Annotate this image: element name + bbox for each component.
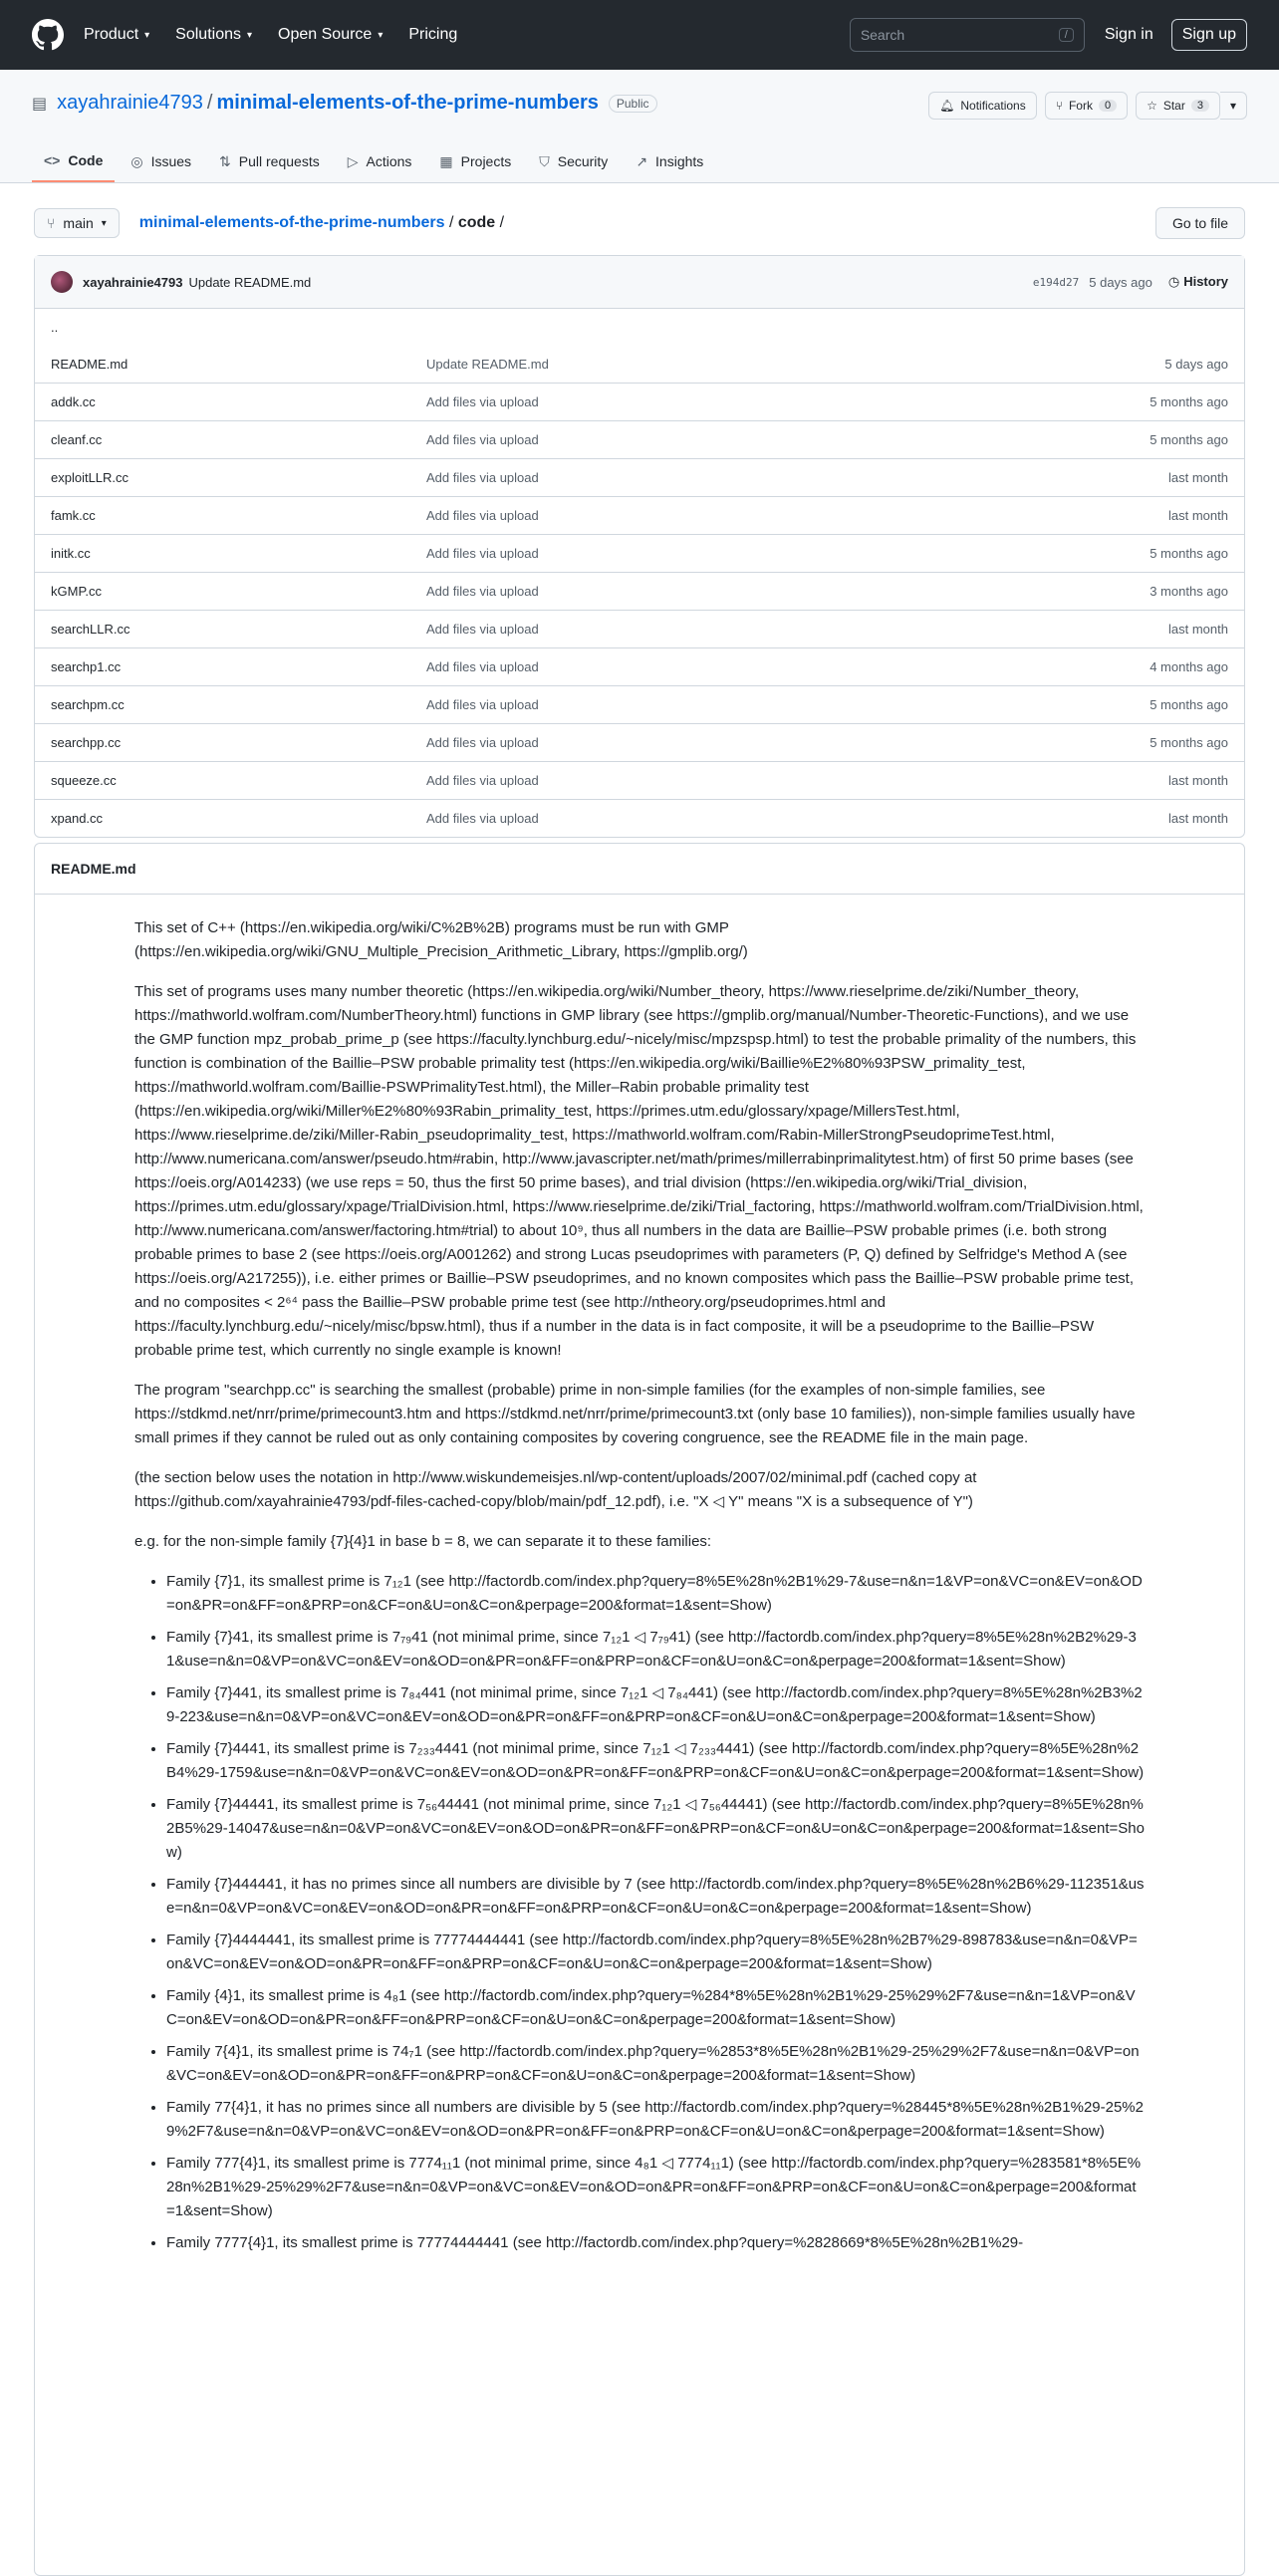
family-list-item: • Family {7}441, its smallest prime is 7₈₄441 (not minimal prime, since 7₁₂1 ◁ 7₈₄441) (see http://factordb.com/index.php?query=8%5E%28n%2B3%29-223&use=n&n=0&VP=on&VC=on&EV=on&OD=on&PR=on&FF=on&PRP=on&CF=on&U=on&C=on&perpage=200&format=1&sent=Show) <box>166 1681 1145 1729</box>
chevron-down-icon: ▾ <box>1229 99 1236 113</box>
nav-solutions[interactable] <box>175 26 252 44</box>
family-list-item: • Family {7}4441, its smallest prime is 7₂₃₃4441 (not minimal prime, since 7₁₂1 ◁ 7₂₃₃4441) (see http://factordb.com/index.php?query=8%5E%28n%2B4%29-1759&use=n&n=0&VP=on&VC=on&EV=on&OD=on&PR=on&FF=on&PRP=on&CF=on&U=on&C=on&perpage=200&format=1&sent=Show) <box>166 1737 1145 1785</box>
repo-icon: ▤ <box>32 95 48 113</box>
breadcrumb-separator: / <box>499 214 505 231</box>
file-row[interactable] <box>35 685 1244 723</box>
file-row[interactable] <box>35 458 1244 496</box>
commit-message-link[interactable]: Update README.md <box>188 274 312 290</box>
parent-directory-row[interactable] <box>35 309 1244 346</box>
readme-paragraph-4: (the section below uses the notation in http://www.wiskundemeisjes.nl/wp-content/uploads/2007/02/minimal.pdf (cached copy at https://github.com/xayahrainie4793/pdf-files-cached-copy/blob/main/pdf_12.pdf), i.e. "X ◁ Y" means "X is a subsequence of Y") <box>134 1469 977 1510</box>
breadcrumb <box>139 214 504 232</box>
path-separator: / <box>206 92 213 114</box>
file-commit-message-link[interactable]: Add files via upload <box>426 659 539 674</box>
issue-icon: ◎ <box>130 152 143 169</box>
nav-product[interactable] <box>84 26 149 44</box>
search-input[interactable] <box>850 18 1085 52</box>
family-list-item: • Family {7}4444441, its smallest prime is 77774444441 (see http://factordb.com/index.php?query=8%5E%28n%2B7%29-898783&use=n&n=0&VP=on&VC=on&EV=on&OD=on&PR=on&FF=on&PRP=on&CF=on&U=on&C=on&perpage=200&format=1&sent=Show) <box>166 1929 1145 1976</box>
chevron-down-icon: ▾ <box>144 29 150 41</box>
go-to-file-button[interactable]: Go to file <box>1155 207 1245 239</box>
family-list <box>134 1570 1145 2255</box>
search-placeholder: Search <box>860 27 905 43</box>
fork-icon: ⑂ <box>1055 99 1063 113</box>
tab-issues[interactable] <box>119 152 203 182</box>
star-label: Star <box>1162 99 1185 113</box>
file-row[interactable] <box>35 723 1244 761</box>
file-row[interactable] <box>35 799 1244 837</box>
star-icon: ☆ <box>1147 99 1157 113</box>
family-list-item: • Family {7}41, its smallest prime is 7₇₉41 (not minimal prime, since 7₁₂1 ◁ 7₇₉41) (see http://factordb.com/index.php?query=8%5E%28n%2B2%29-31&use=n&n=0&VP=on&VC=on&EV=on&OD=on&PR=on&FF=on&PRP=on&CF=on&U=on&C=on&perpage=200&format=1&sent=Show) <box>166 1626 1145 1674</box>
file-row[interactable] <box>35 346 1244 383</box>
avatar[interactable] <box>51 271 73 293</box>
file-row[interactable] <box>35 534 1244 572</box>
file-name-link[interactable]: exploitLLR.cc <box>51 470 129 485</box>
tab-insights[interactable] <box>624 152 715 182</box>
readme-panel <box>34 843 1245 2576</box>
family-list-item: • Family {7}444441, it has no primes since all numbers are divisible by 7 (see http://factordb.com/index.php?query=8%5E%28n%2B6%29-112351&use=n&n=0&VP=on&VC=on&EV=on&OD=on&PR=on&FF=on&PRP=on&CF=on&U=on&C=on&perpage=200&format=1&sent=Show) <box>166 1873 1145 1921</box>
tab-actions-label: Actions <box>366 153 412 169</box>
file-name-link[interactable]: searchpm.cc <box>51 697 125 712</box>
repo-title <box>32 92 657 115</box>
tab-actions[interactable] <box>336 152 424 182</box>
file-row[interactable] <box>35 420 1244 458</box>
repo-actions <box>920 92 1247 120</box>
file-commit-time: 5 months ago <box>1150 546 1228 561</box>
readme-paragraph-2: This set of programs uses many number theoretic (https://en.wikipedia.org/wiki/Number_theory, https://www.rieselprime.de/ziki/Number_theory, https://mathworld.wolfram.com/NumberTheory.html) functions in GMP library (see https://gmplib.org/manual/Number-Theoretic-Functions), and we use the GMP function mpz_probab_prime_p (see https://faculty.lynchburg.edu/~nicely/misc/mpzspsp.html) to test the probable primality of the numbers, this function is combination of the Baillie–PSW probable primality test (https://en.wikipedia.org/wiki/Baillie%E2%80%93PSW_primality_test, https://mathworld.wolfram.com/Baillie-PSWPrimalityTest.html), the Miller–Rabin probable primality test (https://en.wikipedia.org/wiki/Miller%E2%80%93Rabin_primality_test, https://primes.utm.edu/glossary/xpage/MillersTest.html, https://www.rieselprime.de/ziki/Miller-Rabin_pseudoprimality_test, https://mathworld.wolfram.com/Rabin-MillerStrongPseudoprimeTest.html, http://www.numericana.com/answer/pseudo.htm#rabin, http://www.javascripter.net/math/primes/millerrabinprimalitytest.htm) of first 50 prime bases (see https://oeis.org/A014233) (we use reps = 50, thus the first 50 prime bases), and trial division (https://en.wikipedia.org/wiki/Trial_division, https://primes.utm.edu/glossary/xpage/TrialDivision.html, https://www.rieselprime.de/ziki/Trial_factoring, https://mathworld.wolfram.com/TrialDivision.html, http://www.numericana.com/answer/factoring.htm#trial) to about 10⁹, thus all numbers in the data are Baillie–PSW probable primes (i.e. both strong probable primes to base 2 (see https://oeis.org/A001262) and strong Lucas pseudoprimes with parameters (P, Q) defined by Selfridge's Method A (see https://oeis.org/A217255)), i.e. either primes or Baillie–PSW pseudoprimes, and no known composites which pass the Baillie–PSW probable prime test, and no composites < 2⁶⁴ pass the Baillie–PSW probable prime test (see http://ntheory.org/pseudoprimes.html and https://faculty.lynchburg.edu/~nicely/misc/bpsw.html), thus if a number in the data is in fact composite, it will be a pseudoprime to the Baillie–PSW probable prime test, which currently no single example is known! <box>134 983 1144 1359</box>
path-bar <box>34 207 1245 239</box>
history-link[interactable] <box>1168 274 1228 290</box>
shield-icon: ⛉ <box>539 152 550 169</box>
pull-request-icon: ⇅ <box>219 152 231 169</box>
file-commit-message-link[interactable]: Update README.md <box>426 357 549 372</box>
file-name-link[interactable]: squeeze.cc <box>51 773 117 788</box>
tab-code-label: Code <box>68 152 104 168</box>
file-row[interactable] <box>35 761 1244 799</box>
file-row[interactable] <box>35 496 1244 534</box>
family-list-item: • Family 777{4}1, its smallest prime is 7774₁₁1 (not minimal prime, since 4₈1 ◁ 7774₁₁1) (see http://factordb.com/index.php?query=%283581*8%5E%28n%2B1%29-25%29%2F7&use=n&n=0&VP=on&VC=on&EV=on&OD=on&PR=on&FF=on&PRP=on&CF=on&U=on&C=on&perpage=200&format=1&sent=Show) <box>166 2152 1145 2223</box>
tab-code[interactable] <box>32 152 115 182</box>
tab-pull-requests-label: Pull requests <box>238 153 320 169</box>
repo-tabs <box>32 152 719 182</box>
history-label: History <box>1183 274 1228 289</box>
history-icon: ◷ <box>1167 274 1180 289</box>
nav-solutions-label: Solutions <box>175 26 241 43</box>
file-name-link[interactable]: xpand.cc <box>51 811 104 826</box>
readme-content <box>35 895 1244 2255</box>
file-name-link[interactable]: initk.cc <box>51 546 91 561</box>
tab-projects-label: Projects <box>460 153 512 169</box>
family-list-item: • Family 7777{4}1, its smallest prime is 77774444441 (see http://factordb.com/index.php?query=%2828669*8%5E%28n%2B1%29- <box>166 2231 1145 2255</box>
nav-pricing-label: Pricing <box>408 26 458 43</box>
tab-security[interactable] <box>527 152 620 182</box>
tab-pull-requests[interactable] <box>207 152 332 182</box>
file-commit-message-link[interactable]: Add files via upload <box>426 697 539 712</box>
star-count: 3 <box>1191 100 1209 112</box>
visibility-badge: Public <box>609 95 657 113</box>
readme-paragraph-5: e.g. for the non-simple family {7}{4}1 in base b = 8, we can separate it to these families: <box>134 1533 712 1550</box>
file-commit-message-link[interactable]: Add files via upload <box>426 773 539 788</box>
breadcrumb-separator: / <box>448 214 458 231</box>
file-commit-time: 5 months ago <box>1150 394 1228 409</box>
repo-owner-link[interactable]: xayahrainie4793 <box>57 92 203 114</box>
file-name-link[interactable]: cleanf.cc <box>51 432 103 447</box>
file-commit-time: 5 months ago <box>1150 735 1228 750</box>
file-list <box>34 255 1245 838</box>
github-logo-icon[interactable] <box>32 19 64 51</box>
notifications-button[interactable] <box>928 92 1037 120</box>
notifications-label: Notifications <box>960 99 1026 113</box>
tab-issues-label: Issues <box>150 153 192 169</box>
star-button[interactable] <box>1136 92 1220 120</box>
nav-pricing[interactable] <box>408 26 457 44</box>
file-commit-message-link[interactable]: Add files via upload <box>426 584 539 599</box>
parent-directory-link[interactable]: .. <box>51 320 59 335</box>
branch-select-button[interactable] <box>34 208 120 238</box>
commit-time: 5 days ago <box>1089 274 1152 290</box>
file-commit-message-link[interactable]: Add files via upload <box>426 735 539 750</box>
commit-sha-link[interactable]: e194d27 <box>1032 275 1080 289</box>
readme-title: README.md <box>35 844 1244 895</box>
file-commit-time: last month <box>1168 508 1228 523</box>
file-commit-time: 5 months ago <box>1150 697 1228 712</box>
file-commit-message-link[interactable]: Add files via upload <box>426 432 539 447</box>
file-name-link[interactable]: searchpp.cc <box>51 735 122 750</box>
file-name-link[interactable]: kGMP.cc <box>51 584 103 599</box>
breadcrumb-repo-link[interactable]: minimal-elements-of-the-prime-numbers <box>138 214 445 231</box>
sign-up-button[interactable]: Sign up <box>1171 19 1247 51</box>
fork-button[interactable] <box>1045 92 1128 120</box>
play-icon: ▷ <box>347 152 359 169</box>
tab-security-label: Security <box>557 153 609 169</box>
file-commit-time: 5 months ago <box>1150 432 1228 447</box>
file-commit-message-link[interactable]: Add files via upload <box>426 811 539 826</box>
code-icon: <> <box>44 152 61 168</box>
file-commit-time: last month <box>1168 622 1228 637</box>
file-row[interactable] <box>35 383 1244 420</box>
chevron-down-icon: ▾ <box>101 217 107 229</box>
file-commit-time: last month <box>1168 773 1228 788</box>
table-icon: ▦ <box>439 152 453 169</box>
nav-product-label: Product <box>84 26 139 43</box>
file-commit-time: last month <box>1168 811 1228 826</box>
latest-commit <box>35 256 1244 309</box>
family-list-item: • Family {7}44441, its smallest prime is 7₅₆44441 (not minimal prime, since 7₁₂1 ◁ 7₅₆44441) (see http://factordb.com/index.php?query=8%5E%28n%2B5%29-14047&use=n&n=0&VP=on&VC=on&EV=on&OD=on&PR=on&FF=on&PRP=on&CF=on&U=on&C=on&perpage=200&format=1&sent=Show) <box>166 1793 1145 1865</box>
fork-count: 0 <box>1099 100 1117 112</box>
file-name-link[interactable]: famk.cc <box>51 508 96 523</box>
chevron-down-icon: ▾ <box>247 29 253 41</box>
tab-insights-label: Insights <box>655 153 704 169</box>
file-commit-time: 3 months ago <box>1150 584 1228 599</box>
branch-label: main <box>63 215 94 231</box>
family-list-item: • Family {4}1, its smallest prime is 4₈1 (see http://factordb.com/index.php?query=%284*8%5E%28n%2B1%29-25%29%2F7&use=n&n=1&VP=on&VC=on&EV=on&OD=on&PR=on&FF=on&PRP=on&CF=on&U=on&C=on&perpage=200&format=1&sent=Show) <box>166 1984 1145 2032</box>
file-commit-message-link[interactable]: Add files via upload <box>426 394 539 409</box>
family-list-item: • Family 77{4}1, it has no primes since all numbers are divisible by 5 (see http://factordb.com/index.php?query=%28445*8%5E%28n%2B1%29-25%29%2F7&use=n&n=0&VP=on&VC=on&EV=on&OD=on&PR=on&FF=on&PRP=on&CF=on&U=on&C=on&perpage=200&format=1&sent=Show) <box>166 2096 1145 2144</box>
breadcrumb-folder: code <box>457 214 496 231</box>
file-row[interactable] <box>35 610 1244 647</box>
search-shortcut-key: / <box>1059 28 1074 42</box>
bell-icon: 🔔︎ <box>939 99 955 113</box>
branch-icon: ⑂ <box>47 215 56 231</box>
sign-in-link[interactable]: Sign in <box>1104 26 1153 43</box>
file-commit-time: last month <box>1168 470 1228 485</box>
family-list-item: • Family {7}1, its smallest prime is 7₁₂1 (see http://factordb.com/index.php?query=8%5E%28n%2B1%29-7&use=n&n=1&VP=on&VC=on&EV=on&OD=on&PR=on&FF=on&PRP=on&CF=on&U=on&C=on&perpage=200&format=1&sent=Show) <box>166 1570 1145 1618</box>
readme-paragraph-1: This set of C++ (https://en.wikipedia.org/wiki/C%2B%2B) programs must be run with GMP (https://en.wikipedia.org/wiki/GNU_Multiple_Precision_Arithmetic_Library, https://gmplib.org/) <box>134 919 748 960</box>
nav-open-source[interactable] <box>278 26 383 44</box>
file-commit-message-link[interactable]: Add files via upload <box>426 470 539 485</box>
nav-open-source-label: Open Source <box>278 26 373 43</box>
file-name-link[interactable]: searchLLR.cc <box>51 622 130 637</box>
readme-paragraph-3: The program "searchpp.cc" is searching the smallest (probable) prime in non-simple families (for the examples of non-simple families, see https://stdkmd.net/nrr/prime/primecount3.htm and https://stdkmd.net/nrr/prime/primecount3.txt (only base 10 families)), non-simple families usually have small primes if they cannot be ruled out as only containing composites by covering congruence, see the README file in the main page. <box>134 1382 1136 1446</box>
chevron-down-icon: ▾ <box>378 29 384 41</box>
repo-header <box>0 70 1279 183</box>
repo-name-link[interactable]: minimal-elements-of-the-prime-numbers <box>216 92 599 114</box>
top-nav <box>0 0 1279 70</box>
file-commit-message-link[interactable]: Add files via upload <box>426 622 539 637</box>
file-commit-time: 5 days ago <box>1164 357 1228 372</box>
tab-projects[interactable] <box>427 152 523 182</box>
fork-label: Fork <box>1068 99 1093 113</box>
file-name-link[interactable]: searchp1.cc <box>51 659 122 674</box>
commit-author-link[interactable]: xayahrainie4793 <box>83 274 183 290</box>
file-name-link[interactable]: addk.cc <box>51 394 96 409</box>
star-dropdown-button[interactable] <box>1220 92 1247 120</box>
family-list-item: • Family 7{4}1, its smallest prime is 74₇1 (see http://factordb.com/index.php?query=%2853*8%5E%28n%2B1%29-25%29%2F7&use=n&n=0&VP=on&VC=on&EV=on&OD=on&PR=on&FF=on&PRP=on&CF=on&U=on&C=on&perpage=200&format=1&sent=Show) <box>166 2040 1145 2088</box>
file-name-link[interactable]: README.md <box>51 357 128 372</box>
file-rows <box>35 346 1244 837</box>
file-row[interactable] <box>35 647 1244 685</box>
file-row[interactable] <box>35 572 1244 610</box>
graph-icon: ↗ <box>636 152 648 169</box>
file-commit-time: 4 months ago <box>1150 659 1228 674</box>
file-commit-message-link[interactable]: Add files via upload <box>426 546 539 561</box>
file-commit-message-link[interactable]: Add files via upload <box>426 508 539 523</box>
